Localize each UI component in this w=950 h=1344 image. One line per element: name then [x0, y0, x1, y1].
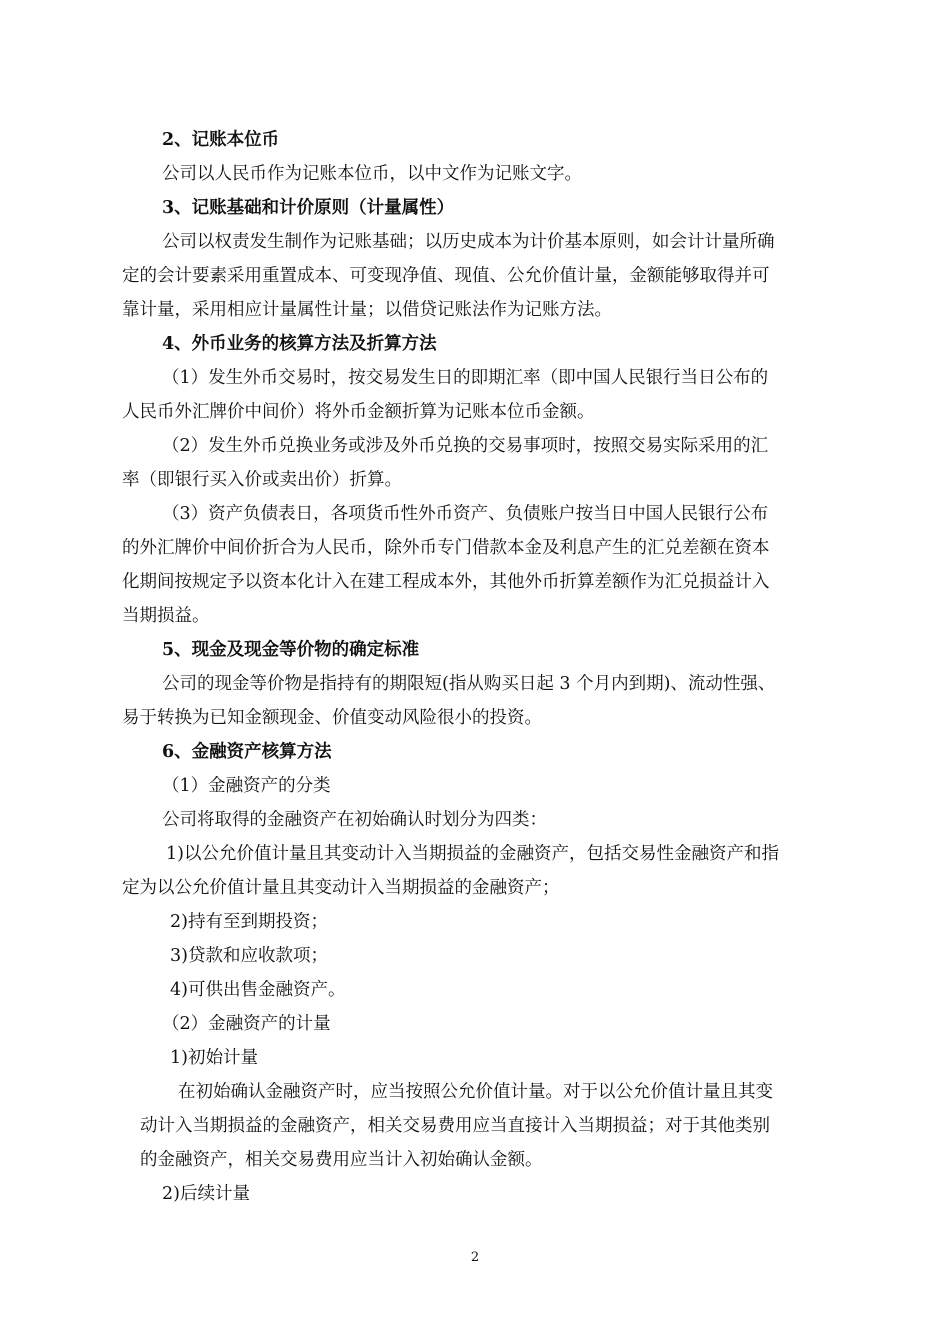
paragraph-line: 化期间按规定予以资本化计入在建工程成本外，其他外币折算差额作为汇兑损益计入	[122, 572, 770, 592]
paragraph-line: （3）资产负债表日，各项货币性外币资产、负债账户按当日中国人民银行公布	[162, 504, 769, 524]
paragraph-line: （1）发生外币交易时，按交易发生日的即期汇率（即中国人民银行当日公布的	[162, 368, 769, 388]
paragraph-line: 公司以人民币作为记账本位币，以中文作为记账文字。	[162, 164, 582, 184]
heading-foreign-currency: 4、外币业务的核算方法及折算方法	[162, 334, 437, 354]
paragraph-line: 的外汇牌价中间价折合为人民币，除外币专门借款本金及利息产生的汇兑差额在资本	[122, 538, 770, 558]
heading-financial-assets: 6、金融资产核算方法	[162, 742, 332, 762]
paragraph-line: 人民币外汇牌价中间价）将外币金额折算为记账本位币金额。	[122, 402, 595, 422]
paragraph-line: 定的会计要素采用重置成本、可变现净值、现值、公允价值计量，金额能够取得并可	[122, 266, 770, 286]
paragraph-line: 的金融资产，相关交易费用应当计入初始确认金额。	[140, 1150, 543, 1170]
list-item: 1)初始计量	[170, 1048, 258, 1068]
paragraph-line: 公司将取得的金融资产在初始确认时划分为四类：	[162, 810, 547, 830]
paragraph-line: 当期损益。	[122, 606, 210, 626]
paragraph-line: （1）金融资产的分类	[162, 776, 331, 796]
paragraph-line: 动计入当期损益的金融资产，相关交易费用应当直接计入当期损益；对于其他类别	[140, 1116, 770, 1136]
paragraph-line: （2）发生外币兑换业务或涉及外币兑换的交易事项时，按照交易实际采用的汇	[162, 436, 769, 456]
list-item: 2)后续计量	[162, 1184, 250, 1204]
page-number: 2	[470, 1250, 480, 1265]
list-item: 4)可供出售金融资产。	[170, 980, 346, 1000]
heading-accounting-basis: 3、记账基础和计价原则（计量属性）	[162, 198, 455, 218]
paragraph-line: 公司以权责发生制作为记账基础；以历史成本为计价基本原则，如会计计量所确	[162, 232, 775, 252]
list-item: 2)持有至到期投资；	[170, 912, 328, 932]
paragraph-line: 定为以公允价值计量且其变动计入当期损益的金融资产；	[122, 878, 560, 898]
heading-cash-equivalents: 5、现金及现金等价物的确定标准	[162, 640, 420, 660]
paragraph-line: 率（即银行买入价或卖出价）折算。	[122, 470, 402, 490]
paragraph-line: 易于转换为已知金额现金、价值变动风险很小的投资。	[122, 708, 542, 728]
list-item: 3)贷款和应收款项；	[170, 946, 328, 966]
heading-bookkeeping-currency: 2、记账本位币	[162, 130, 280, 150]
paragraph-line: 靠计量，采用相应计量属性计量；以借贷记账法作为记账方法。	[122, 300, 612, 320]
paragraph-line: 公司的现金等价物是指持有的期限短(指从购买日起 3 个月内到期)、流动性强、	[162, 674, 776, 694]
paragraph-line: 在初始确认金融资产时，应当按照公允价值计量。对于以公允价值计量且其变	[178, 1082, 773, 1102]
paragraph-line: （2）金融资产的计量	[162, 1014, 331, 1034]
list-item: 1)以公允价值计量且其变动计入当期损益的金融资产，包括交易性金融资产和指	[166, 844, 779, 864]
